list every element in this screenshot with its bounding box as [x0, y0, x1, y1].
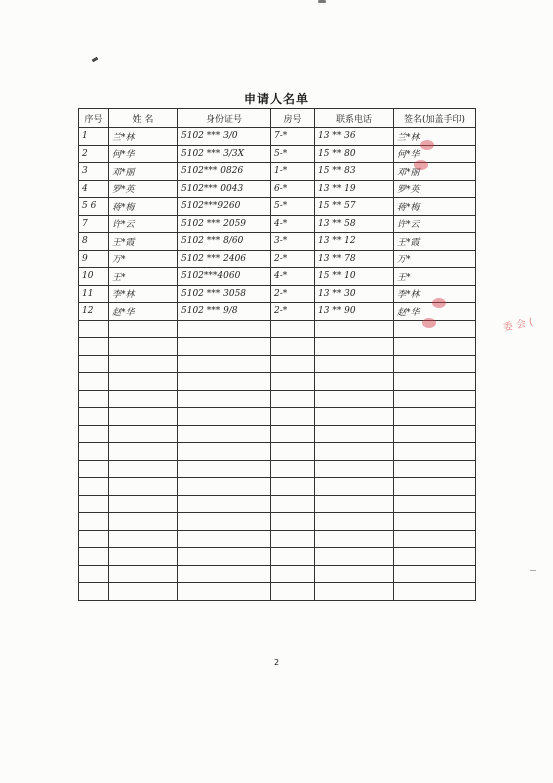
blank-table-row [79, 355, 476, 373]
blank-cell [178, 425, 271, 443]
cell-seq: 7 [79, 215, 109, 233]
table-row [79, 128, 476, 146]
blank-cell [109, 548, 178, 566]
blank-cell [394, 478, 476, 496]
blank-table-row [79, 565, 476, 583]
table-row [79, 250, 476, 268]
blank-cell [394, 390, 476, 408]
blank-cell [178, 513, 271, 531]
blank-table-row [79, 495, 476, 513]
cell-phone: 13 ** 78 [315, 250, 394, 268]
blank-cell [109, 565, 178, 583]
table-body [79, 128, 476, 601]
table-row [79, 198, 476, 216]
blank-cell [394, 338, 476, 356]
cell-phone: 15 ** 80 [315, 145, 394, 163]
cell-name: 何*华 [109, 145, 178, 163]
cell-phone: 15 ** 10 [315, 268, 394, 286]
blank-cell [109, 425, 178, 443]
cell-seq: 8 [79, 233, 109, 251]
blank-table-row [79, 583, 476, 601]
cell-id-number: 5102*** 0043 [178, 180, 271, 198]
blank-cell [109, 583, 178, 601]
cell-name: 许*云 [109, 215, 178, 233]
cell-signature: 何*华 [394, 145, 476, 163]
blank-table-row [79, 478, 476, 496]
red-stamp-seal: 委 会 ( [502, 316, 535, 334]
table-row [79, 180, 476, 198]
blank-cell [271, 338, 315, 356]
cell-name: 蒋*梅 [109, 198, 178, 216]
cell-room: 5-* [271, 145, 315, 163]
blank-cell [315, 338, 394, 356]
blank-table-row [79, 425, 476, 443]
blank-cell [178, 373, 271, 391]
blank-cell [271, 408, 315, 426]
blank-cell [109, 408, 178, 426]
cell-name: 王* [109, 268, 178, 286]
blank-cell [315, 443, 394, 461]
col-header-seq: 序号 [79, 109, 109, 128]
cell-signature: 王*霞 [394, 233, 476, 251]
cell-signature: 许*云 [394, 215, 476, 233]
blank-cell [315, 390, 394, 408]
page-title: 申请人名单 [243, 92, 309, 106]
blank-cell [394, 355, 476, 373]
blank-cell [109, 338, 178, 356]
blank-cell [271, 425, 315, 443]
blank-cell [394, 583, 476, 601]
cell-room: 6-* [271, 180, 315, 198]
blank-cell [394, 408, 476, 426]
blank-cell [79, 443, 109, 461]
table-row [79, 268, 476, 286]
blank-table-row [79, 530, 476, 548]
blank-cell [178, 355, 271, 373]
blank-cell [178, 408, 271, 426]
cell-room: 4-* [271, 215, 315, 233]
cell-signature: 邓*丽 [394, 163, 476, 181]
cell-name: 李*林 [109, 285, 178, 303]
blank-cell [315, 408, 394, 426]
blank-cell [178, 443, 271, 461]
cell-seq: 11 [79, 285, 109, 303]
blank-cell [315, 373, 394, 391]
cell-room: 2-* [271, 250, 315, 268]
blank-table-row [79, 460, 476, 478]
blank-cell [178, 460, 271, 478]
blank-cell [271, 583, 315, 601]
cell-id-number: 5102*** 0826 [178, 163, 271, 181]
blank-cell [79, 530, 109, 548]
thumbprint-mark [422, 318, 436, 328]
blank-table-row [79, 548, 476, 566]
blank-table-row [79, 513, 476, 531]
blank-cell [271, 548, 315, 566]
blank-cell [394, 530, 476, 548]
blank-cell [271, 320, 315, 338]
cell-room: 7-* [271, 128, 315, 146]
page-number: 2 [273, 658, 280, 667]
cell-phone: 13 ** 36 [315, 128, 394, 146]
cell-phone: 13 ** 30 [315, 285, 394, 303]
blank-cell [271, 443, 315, 461]
cell-room: 1-* [271, 163, 315, 181]
col-header-id: 身份证号 [178, 109, 271, 128]
blank-cell [79, 565, 109, 583]
blank-cell [394, 565, 476, 583]
cell-name: 兰*林 [109, 128, 178, 146]
cell-phone: 13 ** 19 [315, 180, 394, 198]
cell-id-number: 5102***4060 [178, 268, 271, 286]
cell-signature: 罗*英 [394, 180, 476, 198]
blank-cell [178, 478, 271, 496]
cell-id-number: 5102 *** 3/0 [178, 128, 271, 146]
cell-seq: 5 6 [79, 198, 109, 216]
blank-cell [79, 408, 109, 426]
cell-id-number: 5102 *** 2406 [178, 250, 271, 268]
blank-cell [178, 495, 271, 513]
cell-seq: 4 [79, 180, 109, 198]
cell-id-number: 5102 *** 9/8 [178, 303, 271, 321]
cell-seq: 3 [79, 163, 109, 181]
blank-cell [109, 320, 178, 338]
blank-cell [79, 460, 109, 478]
cell-seq: 1 [79, 128, 109, 146]
cell-signature: 王* [394, 268, 476, 286]
table-row [79, 303, 476, 321]
cell-room: 5-* [271, 198, 315, 216]
blank-cell [394, 425, 476, 443]
blank-table-row [79, 443, 476, 461]
cell-room: 2-* [271, 303, 315, 321]
blank-cell [315, 320, 394, 338]
blank-cell [271, 513, 315, 531]
blank-cell [394, 443, 476, 461]
blank-cell [271, 530, 315, 548]
cell-signature: 赵*华 [394, 303, 476, 321]
blank-cell [178, 320, 271, 338]
cell-name: 赵*华 [109, 303, 178, 321]
blank-cell [271, 565, 315, 583]
cell-signature: 兰*林 [394, 128, 476, 146]
blank-cell [315, 425, 394, 443]
cell-signature: 万* [394, 250, 476, 268]
cell-phone: 13 ** 90 [315, 303, 394, 321]
blank-cell [271, 478, 315, 496]
blank-cell [109, 478, 178, 496]
cell-id-number: 5102***9260 [178, 198, 271, 216]
blank-cell [271, 355, 315, 373]
blank-cell [109, 443, 178, 461]
cell-phone: 15 ** 83 [315, 163, 394, 181]
blank-cell [79, 390, 109, 408]
blank-cell [109, 495, 178, 513]
blank-cell [178, 565, 271, 583]
table-row [79, 233, 476, 251]
blank-cell [315, 583, 394, 601]
cell-name: 王*霞 [109, 233, 178, 251]
table-row [79, 145, 476, 163]
blank-cell [315, 460, 394, 478]
col-header-name: 姓 名 [109, 109, 178, 128]
blank-cell [79, 425, 109, 443]
blank-cell [79, 495, 109, 513]
blank-table-row [79, 390, 476, 408]
blank-cell [394, 495, 476, 513]
blank-cell [109, 355, 178, 373]
cell-id-number: 5102 *** 2059 [178, 215, 271, 233]
cell-room: 4-* [271, 268, 315, 286]
thumbprint-mark [432, 298, 446, 308]
blank-cell [315, 530, 394, 548]
blank-cell [271, 460, 315, 478]
blank-cell [178, 530, 271, 548]
blank-cell [394, 373, 476, 391]
blank-table-row [79, 408, 476, 426]
blank-cell [79, 478, 109, 496]
blank-cell [394, 460, 476, 478]
cell-seq: 9 [79, 250, 109, 268]
scan-speck [318, 0, 326, 3]
scan-speck [92, 57, 99, 63]
blank-cell [315, 495, 394, 513]
blank-cell [178, 338, 271, 356]
blank-cell [79, 355, 109, 373]
blank-table-row [79, 373, 476, 391]
blank-cell [79, 373, 109, 391]
blank-cell [109, 530, 178, 548]
blank-cell [271, 373, 315, 391]
applicant-table [78, 108, 476, 601]
cell-signature: 李*林 [394, 285, 476, 303]
cell-seq: 10 [79, 268, 109, 286]
cell-seq: 2 [79, 145, 109, 163]
cell-phone: 15 ** 57 [315, 198, 394, 216]
col-header-room: 房号 [271, 109, 315, 128]
blank-cell [394, 548, 476, 566]
blank-cell [315, 478, 394, 496]
cell-name: 邓*丽 [109, 163, 178, 181]
blank-cell [271, 495, 315, 513]
blank-cell [109, 513, 178, 531]
cell-name: 万* [109, 250, 178, 268]
col-header-phone: 联系电话 [315, 109, 394, 128]
blank-cell [79, 513, 109, 531]
scan-speck [530, 570, 536, 571]
cell-name: 罗*英 [109, 180, 178, 198]
cell-id-number: 5102 *** 3/3X [178, 145, 271, 163]
cell-phone: 13 ** 12 [315, 233, 394, 251]
blank-cell [79, 548, 109, 566]
blank-cell [79, 583, 109, 601]
thumbprint-mark [420, 140, 434, 150]
blank-cell [178, 548, 271, 566]
cell-id-number: 5102 *** 8/60 [178, 233, 271, 251]
cell-room: 3-* [271, 233, 315, 251]
thumbprint-mark [414, 160, 428, 170]
col-header-signature: 签名(加盖手印) [394, 109, 476, 128]
blank-cell [315, 355, 394, 373]
blank-cell [109, 390, 178, 408]
cell-id-number: 5102 *** 3058 [178, 285, 271, 303]
cell-seq: 12 [79, 303, 109, 321]
blank-cell [315, 513, 394, 531]
blank-cell [79, 338, 109, 356]
blank-table-row [79, 320, 476, 338]
blank-cell [315, 565, 394, 583]
cell-phone: 13 ** 58 [315, 215, 394, 233]
blank-cell [178, 583, 271, 601]
blank-cell [79, 320, 109, 338]
table-header-row [79, 109, 476, 128]
table-row [79, 215, 476, 233]
table-row [79, 285, 476, 303]
blank-cell [394, 513, 476, 531]
cell-signature: 蒋*梅 [394, 198, 476, 216]
blank-cell [271, 390, 315, 408]
blank-cell [178, 390, 271, 408]
blank-cell [109, 460, 178, 478]
blank-table-row [79, 338, 476, 356]
blank-cell [315, 548, 394, 566]
cell-room: 2-* [271, 285, 315, 303]
blank-cell [109, 373, 178, 391]
